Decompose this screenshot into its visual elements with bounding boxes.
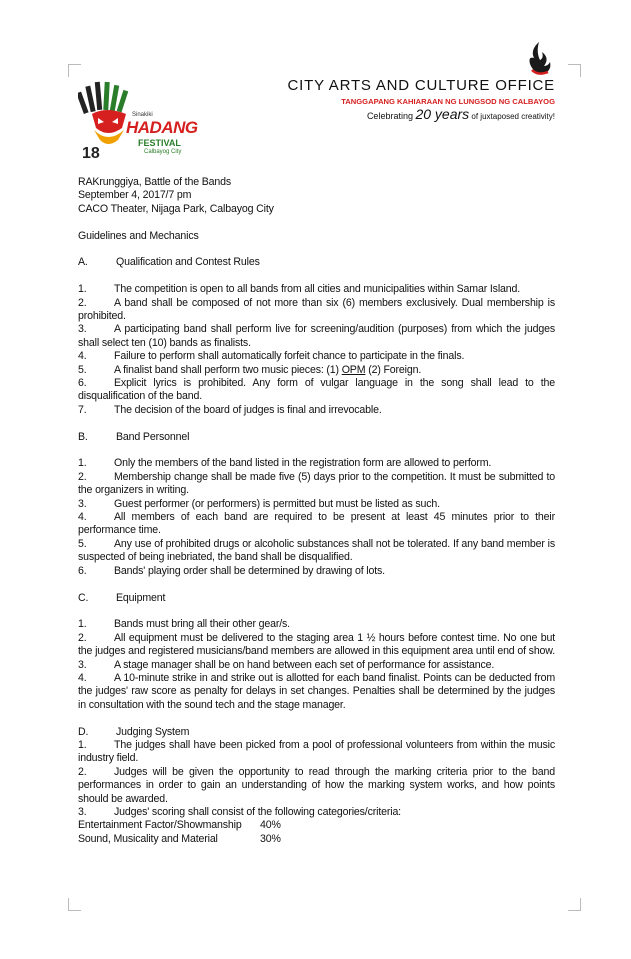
- criteria-row: Sound, Musicality and Material 30%: [78, 832, 281, 845]
- logo-word-sinakiki: Sinakiki: [132, 112, 153, 118]
- list-item: 3. Guest performer (or performers) is permitted but must be listed as such.: [78, 497, 440, 510]
- tagline-highlight: 20 years: [415, 106, 470, 122]
- office-tagline: Celebrating 20 years of juxtaposed creativity!: [366, 106, 555, 122]
- list-item: 6. Bands' playing order shall be determined by drawing of lots.: [78, 564, 385, 577]
- flame-icon: [524, 40, 554, 76]
- list-item: 1. Only the members of the band listed in the registration form are allowed to perform.: [78, 457, 492, 470]
- section-heading: D. Judging System: [78, 725, 190, 738]
- section-heading: A. Qualification and Contest Rules: [78, 256, 260, 269]
- list-item: 3. A stage manager shall be on hand between each set of performance for assistance.: [78, 658, 495, 671]
- document-body: [78, 176, 555, 846]
- crop-mark-bottom-right: [568, 898, 581, 911]
- list-item: 6. Explicit lyrics is prohibited. Any form of vulgar language in the song shall lead to the disqualification of the band.: [78, 377, 555, 403]
- list-item: 4. All members of each band are required to be present at least 45 minutes prior to their performance time.: [78, 511, 555, 537]
- list-item: 4. A 10-minute strike in and strike out is allotted for each band finalist. Points can be deducted from the judges' raw score as penalty for delays in set changes. Penalties shall be determined by the judges in consultation with the sound tech and the stage manager.: [78, 671, 555, 711]
- underlined-opm: OPM: [341, 363, 366, 376]
- office-subtitle: TANGGAPANG KAHIARAAN NG LUNGSOD NG CALBAYOG: [341, 97, 555, 106]
- guidelines-title: Guidelines and Mechanics: [78, 229, 199, 242]
- crop-mark-top-left: [68, 64, 81, 77]
- headdress-feathers-icon: [78, 82, 128, 114]
- list-item: 1. Bands must bring all their other gear/s.: [78, 618, 290, 631]
- list-item: 2. Judges will be given the opportunity to read through the marking criteria prior to the band performances in order to gain an understanding of how the marking system works, and how points should be awarded.: [78, 765, 555, 805]
- list-item: 2. All equipment must be delivered to the staging area 1 ½ hours before contest time. No one but the judges and registered musicians/band members are allowed in this equipment area until end of show.: [78, 631, 556, 658]
- mask-face-icon: [92, 110, 126, 133]
- logo-word-city: Calbayog City: [144, 149, 182, 155]
- event-date: September 4, 2017/7 pm: [78, 189, 192, 202]
- event-title: RAKrunggiya, Battle of the Bands: [78, 176, 232, 188]
- list-item: 2. A band shall be composed of not more than six (6) members exclusively. Dual membership is prohibited.: [78, 296, 555, 323]
- crop-mark-bottom-left: [68, 898, 81, 911]
- logo-word-hadang: HADANG: [126, 118, 198, 137]
- list-item: 3. A participating band shall perform live for screening/audition (purposes) from which the judges shall select ten (10) bands as finalists.: [78, 323, 555, 349]
- list-item: 5. Any use of prohibited drugs or alcoholic substances shall not be tolerated. If any band member is suspected of being inebriated, the band shall be disqualified.: [78, 537, 555, 564]
- crop-mark-top-right: [568, 64, 581, 77]
- office-title: CITY ARTS AND CULTURE OFFICE: [287, 77, 555, 94]
- criteria-row: Entertainment Factor/Showmanship 40%: [78, 819, 281, 832]
- list-item: 5. A finalist band shall perform two music pieces: (1) OPM (2) Foreign.: [78, 363, 422, 376]
- list-item: 7. The decision of the board of judges is final and irrevocable.: [78, 403, 382, 416]
- logo-number: 18: [82, 145, 100, 162]
- section-heading: B. Band Personnel: [78, 430, 190, 443]
- event-venue: CACO Theater, Nijaga Park, Calbayog City: [78, 202, 274, 215]
- list-item: 2. Membership change shall be made five (5) days prior to the competition. It must be submitted to the organizers in writing.: [78, 470, 555, 497]
- list-item: 1. The competition is open to all bands from all cities and municipalities within Samar Island.: [78, 283, 521, 296]
- logo-word-festival: FESTIVAL: [138, 138, 181, 148]
- section-heading: C. Equipment: [78, 591, 166, 604]
- list-item: 3. Judges' scoring shall consist of the following categories/criteria:: [78, 805, 401, 818]
- list-item: 1. The judges shall have been picked from a pool of professional volunteers from within the music industry field.: [78, 738, 555, 765]
- list-item: 4. Failure to perform shall automatically forfeit chance to participate in the finals.: [78, 350, 465, 363]
